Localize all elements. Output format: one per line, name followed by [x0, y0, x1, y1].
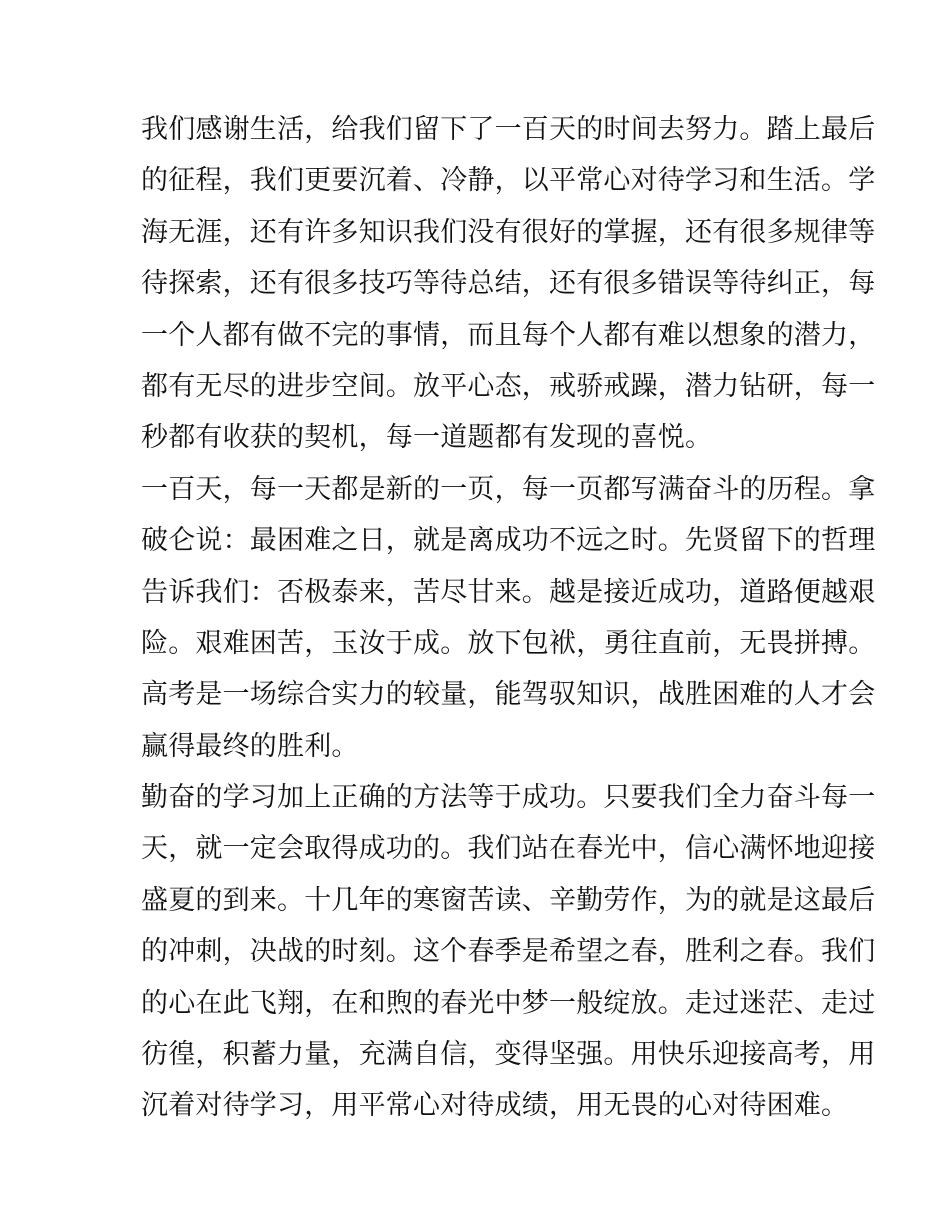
text-line: 险。艰难困苦，玉汝于成。放下包袱，勇往直前，无畏拼搏。 — [141, 627, 876, 659]
text-line: 勤奋的学习加上正确的方法等于成功。只要我们全力奋斗每一 — [141, 782, 876, 814]
text-line: 的征程，我们更要沉着、冷静，以平常心对待学习和生活。学 — [141, 165, 876, 197]
text-line: 一百天，每一天都是新的一页，每一页都写满奋斗的历程。拿 — [141, 473, 876, 505]
text-line: 破仑说：最困难之日，就是离成功不远之时。先贤留下的哲理 — [141, 525, 876, 557]
text-line: 一个人都有做不完的事情，而且每个人都有难以想象的潜力， — [141, 319, 876, 351]
text-line: 都有无尽的进步空间。放平心态，戒骄戒躁，潜力钻研，每一 — [141, 370, 876, 402]
text-line: 我们感谢生活，给我们留下了一百天的时间去努力。踏上最后 — [141, 114, 876, 145]
text-line: 秒都有收获的契机，每一道题都有发现的喜悦。 — [141, 422, 713, 454]
text-line: 彷徨，积蓄力量，充满自信，变得坚强。用快乐迎接高考，用 — [141, 1039, 876, 1071]
text-line: 高考是一场综合实力的较量，能驾驭知识，战胜困难的人才会 — [141, 679, 876, 711]
text-line: 天，就一定会取得成功的。我们站在春光中，信心满怀地迎接 — [141, 833, 876, 865]
text-line: 沉着对待学习，用平常心对待成绩，用无畏的心对待困难。 — [141, 1090, 849, 1122]
text-line: 的心在此飞翔，在和煦的春光中梦一般绽放。走过迷茫、走过 — [141, 987, 876, 1019]
text-line: 盛夏的到来。十几年的寒窗苦读、辛勤劳作，为的就是这最后 — [141, 884, 876, 916]
text-line: 海无涯，还有许多知识我们没有很好的掌握，还有很多规律等 — [141, 216, 876, 248]
text-line: 赢得最终的胜利。 — [141, 730, 359, 762]
body-text — [141, 104, 876, 1132]
text-line: 告诉我们：否极泰来，苦尽甘来。越是接近成功，道路便越艰 — [141, 576, 876, 608]
text-line: 待探索，还有很多技巧等待总结，还有很多错误等待纠正，每 — [141, 268, 876, 300]
text-line: 的冲刺，决战的时刻。这个春季是希望之春，胜利之春。我们 — [141, 936, 876, 968]
